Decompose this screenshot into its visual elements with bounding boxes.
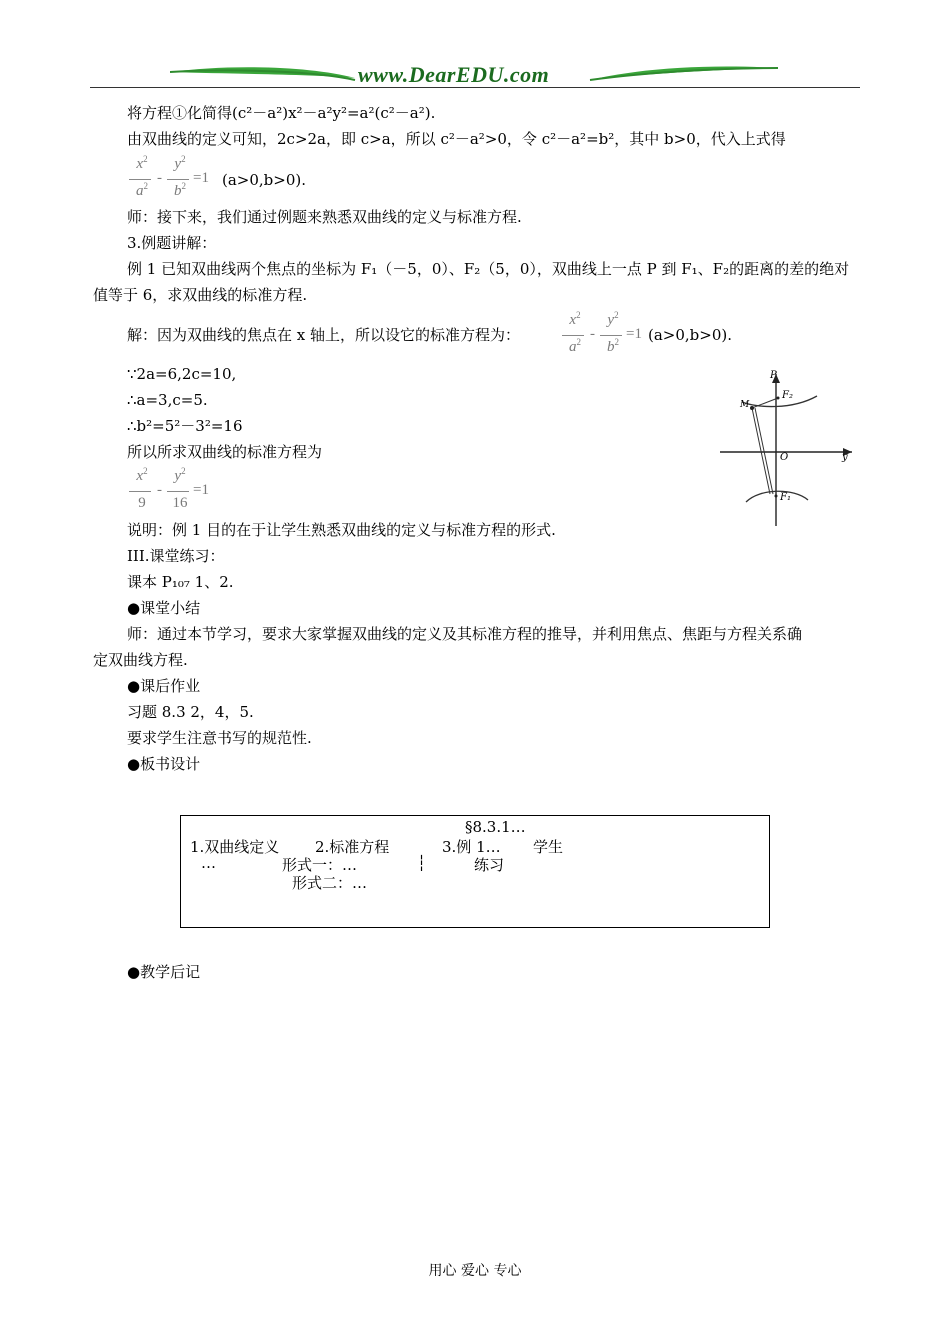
step-text: ∵2a=6,2c=10, [127,365,237,383]
text-line: 要求学生注意书写的规范性. [127,729,312,747]
section-heading: ●课堂小结 [127,599,201,617]
label-m: M [740,400,750,410]
footer-text: 用心 爱心 专心 [428,1263,522,1279]
example-text: 例 1 已知双曲线两个焦点的坐标为 F₁（－5，0）、F₂（5，0），双曲线上一点 P 到 F₁、F₂的距离的差的绝对 [127,260,850,278]
board-divider: ┆ [417,854,427,872]
section-heading: 3.例题讲解： [127,234,217,252]
board-col-example: 3.例 1… [442,838,501,856]
board-col-practice-label: 练习 [474,856,505,874]
label-p: P [770,370,777,381]
label-y: y [842,452,848,463]
board-form-two: 形式二：… [292,874,368,892]
site-name: www.DearEDU.com [358,62,550,87]
example-text: 值等于 6，求双曲线的标准方程. [93,286,308,304]
text-line: 将方程①化简得(c²－a²)x²－a²y²=a²(c²－a²). [127,104,436,122]
text-line: 所以所求双曲线的标准方程为 [127,443,323,461]
condition: (a>0,b>0). [648,326,733,344]
label-f2: F₂ [782,390,793,401]
site-logo [170,60,780,90]
label-f1: F₁ [780,492,791,503]
text-line: 习题 8.3 2，4，5. [127,703,254,721]
board-col-definition: 1.双曲线定义 [190,838,280,856]
text-line: 说明：例 1 目的在于让学生熟悉双曲线的定义与标准方程的形式. [127,521,556,539]
header-rule [90,87,860,88]
step-text: ∴b²=5²－3²=16 [127,417,243,435]
condition: (a>0,b>0). [222,171,307,189]
label-o: O [780,452,789,463]
section-heading: ●教学后记 [127,963,201,981]
section-heading: III.课堂练习： [127,547,225,565]
board-col-definition-dots: … [201,854,216,872]
board-col-equation: 2.标准方程 [315,838,390,856]
board-col-practice: 学生 [533,838,564,856]
section-heading: ●板书设计 [127,755,201,773]
equation-general: $x^2$ $a^2$ - $y^2$ $b^2$ =1 [127,156,337,206]
equation-answer: $x^2$ 9 - $y^2$ 16 =1 [127,468,227,518]
text-line: 由双曲线的定义可知，2c>2a，即 c>a，所以 c²－a²>0，令 c²－a²=b²，其中 b>0，代入上式得 [127,130,786,148]
hyperbola-figure [712,368,860,530]
text-line: 定双曲线方程. [93,651,188,669]
text-line: 课本 P₁₀₇ 1、2. [127,573,234,591]
text-line: 师：接下来，我们通过例题来熟悉双曲线的定义与标准方程. [127,208,522,226]
board-form-one: 形式一：… [282,856,358,874]
step-text: ∴a=3,c=5. [127,391,208,409]
board-title: §8.3.1… [465,818,526,836]
board-design-box [180,815,770,928]
section-heading: ●课后作业 [127,677,201,695]
solution-text: 解：因为双曲线的焦点在 x 轴上，所以设它的标准方程为： [127,326,520,344]
equation-standard: $x^2$ $a^2$ - $y^2$ $b^2$ =1 [560,312,660,362]
text-line: 师：通过本节学习，要求大家掌握双曲线的定义及其标准方程的推导，并利用焦点、焦距与方程关系确 [127,625,803,643]
